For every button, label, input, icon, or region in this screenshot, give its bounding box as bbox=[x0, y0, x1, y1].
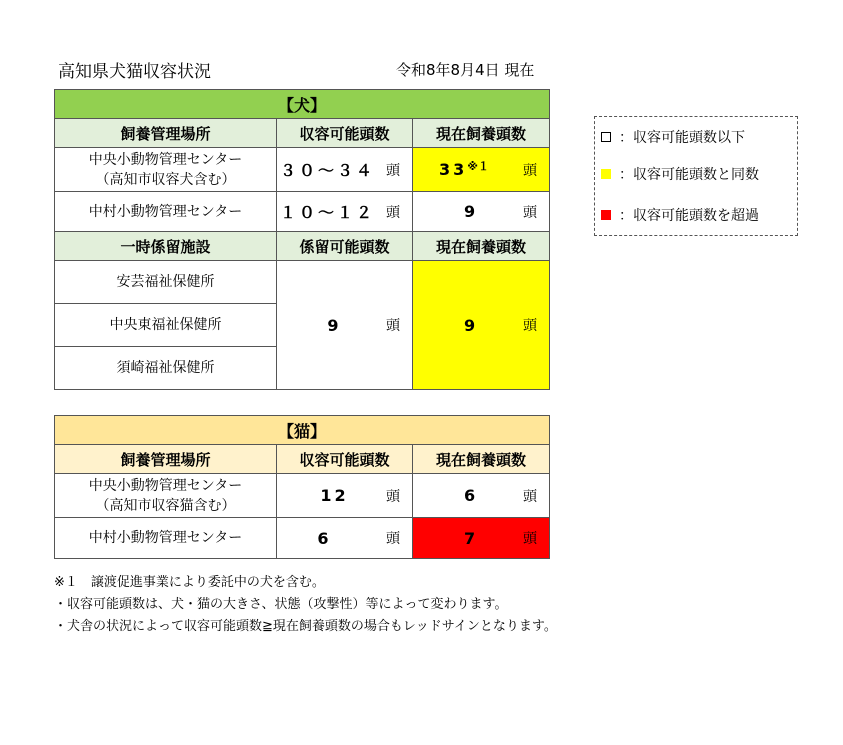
temp-capacity-cell bbox=[277, 261, 413, 390]
place-cell bbox=[55, 474, 277, 518]
column-header-place: 飼養管理場所 bbox=[55, 445, 277, 474]
place-name: 中村小動物管理センター bbox=[55, 518, 277, 559]
place-note: （高知市収容犬含む） bbox=[95, 171, 236, 188]
current-cell bbox=[413, 148, 550, 192]
legend-item bbox=[601, 127, 745, 147]
temp-capacity-value: 9 bbox=[327, 315, 342, 335]
column-header-place: 飼養管理場所 bbox=[55, 119, 277, 148]
column-header-temp-current: 現在飼養頭数 bbox=[413, 232, 550, 261]
unit-label: 頭 bbox=[386, 488, 400, 505]
dog-table-header: 【犬】 bbox=[55, 90, 550, 119]
temp-facility-name: 須崎福祉保健所 bbox=[55, 347, 277, 390]
legend-swatch-white bbox=[601, 132, 611, 142]
cat-table-header: 【猫】 bbox=[55, 416, 550, 445]
legend-label: ：収容可能頭数と同数 bbox=[619, 167, 759, 183]
column-header-temp-facility: 一時係留施設 bbox=[55, 232, 277, 261]
place-note: （高知市収容猫含む） bbox=[95, 497, 236, 514]
temp-facility-name: 安芸福祉保健所 bbox=[55, 261, 277, 304]
footnote-2: ・収容可能頭数は、犬・猫の大きさ、状態（攻撃性）等によって変わります。 bbox=[54, 597, 508, 612]
table-row bbox=[55, 261, 550, 304]
legend-label: ：収容可能頭数を超過 bbox=[619, 208, 759, 224]
unit-label: 頭 bbox=[523, 318, 538, 334]
cat-table bbox=[54, 415, 550, 559]
place-cell bbox=[55, 148, 277, 192]
capacity-value: ３０～３４ bbox=[279, 161, 375, 180]
temp-current-cell bbox=[413, 261, 550, 390]
column-header-capacity: 収容可能頭数 bbox=[277, 119, 413, 148]
current-value: 7 bbox=[463, 528, 479, 548]
place-name: 中央小動物管理センター bbox=[88, 151, 243, 168]
legend-item bbox=[601, 205, 759, 225]
legend-swatch-red bbox=[601, 210, 611, 220]
capacity-value: １０～１２ bbox=[279, 203, 375, 222]
column-header-current: 現在飼養頭数 bbox=[413, 445, 550, 474]
table-row bbox=[55, 518, 550, 559]
unit-label: 頭 bbox=[386, 531, 400, 547]
capacity-cell bbox=[277, 192, 413, 232]
table-row bbox=[55, 192, 550, 232]
capacity-cell bbox=[277, 148, 413, 192]
temp-facility-name: 中央東福祉保健所 bbox=[55, 304, 277, 347]
current-value: 9 bbox=[463, 202, 479, 221]
status-legend bbox=[594, 116, 798, 236]
current-cell bbox=[413, 518, 550, 559]
capacity-value: 6 bbox=[317, 528, 332, 548]
footnote-marker: ※１ bbox=[467, 160, 489, 173]
column-header-temp-capacity: 係留可能頭数 bbox=[277, 232, 413, 261]
page-title: 高知県犬猫収容状況 bbox=[58, 62, 211, 82]
place-name: 中村小動物管理センター bbox=[55, 192, 277, 232]
unit-label: 頭 bbox=[386, 204, 400, 221]
unit-label: 頭 bbox=[523, 162, 538, 179]
legend-label: ：収容可能頭数以下 bbox=[619, 130, 745, 146]
dog-table bbox=[54, 89, 550, 390]
current-value: 33 bbox=[439, 160, 468, 179]
capacity-cell bbox=[277, 518, 413, 559]
as-of-date: 令和8年8月4日 現在 bbox=[396, 61, 535, 79]
column-header-current: 現在飼養頭数 bbox=[413, 119, 550, 148]
legend-swatch-yellow bbox=[601, 169, 611, 179]
capacity-cell bbox=[277, 474, 413, 518]
unit-label: 頭 bbox=[523, 488, 538, 505]
unit-label: 頭 bbox=[523, 531, 538, 547]
capacity-value: 12 bbox=[320, 486, 349, 505]
table-row bbox=[55, 148, 550, 192]
current-cell bbox=[413, 192, 550, 232]
current-value: 6 bbox=[463, 486, 479, 505]
footnote-3: ・犬舎の状況によって収容可能頭数≧現在飼養頭数の場合もレッドサインとなります。 bbox=[54, 619, 557, 634]
place-name: 中央小動物管理センター bbox=[88, 477, 243, 494]
unit-label: 頭 bbox=[386, 318, 400, 334]
column-header-capacity: 収容可能頭数 bbox=[277, 445, 413, 474]
footnote-1: ※１ 譲渡促進事業により委託中の犬を含む。 bbox=[54, 575, 325, 590]
footnotes bbox=[54, 572, 557, 638]
unit-label: 頭 bbox=[386, 162, 400, 179]
current-cell bbox=[413, 474, 550, 518]
unit-label: 頭 bbox=[523, 204, 538, 221]
temp-current-value: 9 bbox=[463, 315, 479, 335]
legend-item bbox=[601, 164, 759, 184]
table-row bbox=[55, 474, 550, 518]
